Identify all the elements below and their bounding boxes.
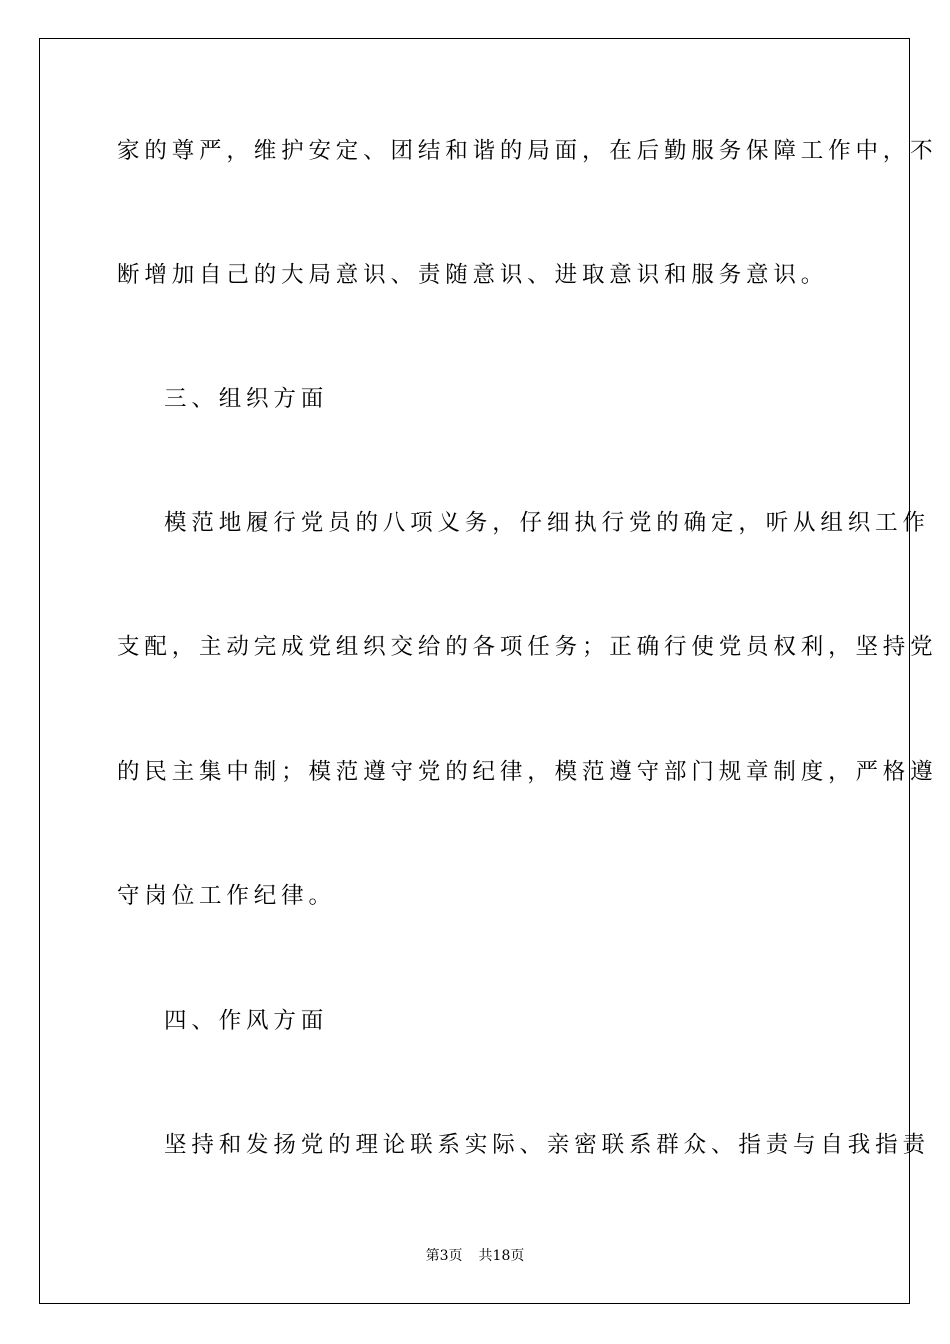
paragraph-line: 模范地履行党员的八项义务，仔细执行党的确定，听从组织工作: [164, 510, 930, 536]
document-page: [39, 38, 910, 1304]
section-heading: 三、组织方面: [164, 386, 329, 412]
page-total: 共18页: [478, 1248, 525, 1264]
paragraph-line: 断增加自己的大局意识、责随意识、进取意识和服务意识。: [117, 262, 829, 288]
paragraph-line: 的民主集中制；模范遵守党的纪律，模范遵守部门规章制度，严格遵: [117, 759, 938, 785]
page-footer: [0, 1249, 950, 1263]
paragraph-line: 坚持和发扬党的理论联系实际、亲密联系群众、指责与自我指责: [164, 1132, 930, 1158]
page-number: 第3页: [425, 1248, 463, 1264]
paragraph-line: 守岗位工作纪律。: [117, 883, 336, 909]
section-heading: 四、作风方面: [164, 1008, 329, 1034]
paragraph-line: 家的尊严，维护安定、团结和谐的局面，在后勤服务保障工作中，不: [117, 138, 938, 164]
paragraph-line: 支配，主动完成党组织交给的各项任务；正确行使党员权利，坚持党: [117, 634, 938, 660]
